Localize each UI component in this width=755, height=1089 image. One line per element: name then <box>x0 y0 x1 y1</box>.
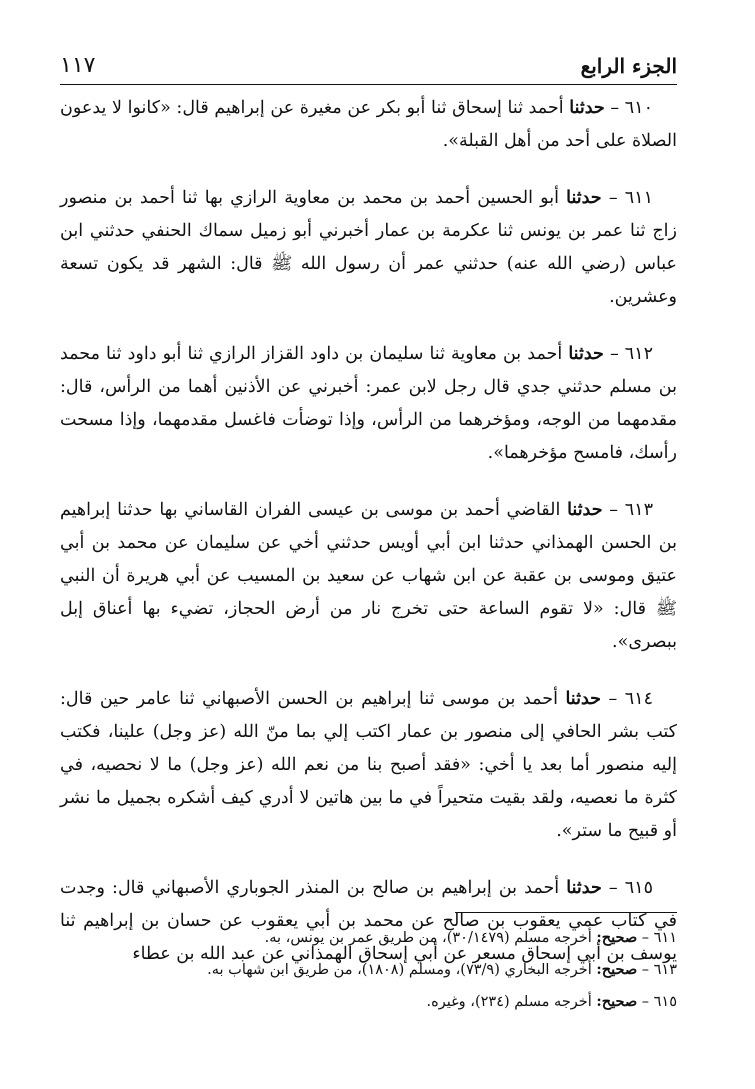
hadith-number: ٦١٤ – <box>608 689 653 709</box>
hadith-entry <box>60 494 677 659</box>
footnote <box>60 986 677 1018</box>
hadith-number: ٦١١ – <box>608 188 653 208</box>
footnotes <box>60 922 677 1018</box>
footnote-grade: صحيح: <box>596 961 638 978</box>
hadith-lead: حدثنا <box>566 188 602 208</box>
hadith-number: ٦١٣ – <box>609 500 653 520</box>
footnote-text: أخرجه البخاري (٧٣/٩)، ومسلم (١٨٠٨)، من طريق ابن شهاب به. <box>207 962 592 978</box>
hadith-lead: حدثنا <box>566 878 602 898</box>
hadith-entry <box>60 92 677 158</box>
main-text <box>60 92 677 971</box>
hadith-text: أحمد بن إبراهيم بن صالح بن المنذر الجوباري الأصبهاني قال: وجدت في كتاب عمي يعقوب بن صالح عن محمد بن أبي يعقوب عن حسان بن إبراهيم ثنا يوسف بن أبي إسحاق مسعر عن أبي إسحاق الهمذاني عن عبد الله بن عطاء <box>60 878 677 964</box>
hadith-lead: حدثنا <box>567 500 603 520</box>
hadith-number: ٦١٢ – <box>609 344 653 364</box>
footnote-number: ٦١٣ – <box>641 962 677 978</box>
hadith-text: أحمد ثنا إسحاق ثنا أبو بكر عن مغيرة عن إبراهيم قال: «كانوا لا يدعون الصلاة على أحد من أهل القبلة». <box>60 98 677 151</box>
footnote-grade: صحيح: <box>596 993 638 1010</box>
page-header <box>60 42 677 78</box>
hadith-text: أبو الحسين أحمد بن محمد بن معاوية الرازي بها ثنا أحمد بن منصور زاج ثنا عمر بن يونس ثنا عكرمة بن عمار أخبرني أبو زميل سماك الحنفي حدثني ابن عباس (رضي الله عنه) حدثني عمر أن رسول الله ﷺ قال: الشهر قد يكون تسعة وعشرين. <box>60 188 677 307</box>
footnote-number: ٦١١ – <box>641 930 677 946</box>
hadith-lead: حدثنا <box>565 689 601 709</box>
hadith-entry <box>60 683 677 848</box>
hadith-text: القاضي أحمد بن موسى بن عيسى الفران القاساني بها حدثنا إبراهيم بن الحسن الهمذاني حدثنا ابن أبي أويس حدثني أخي عن سليمان عن محمد بن أبي عتيق وموسى بن عقبة عن ابن شهاب عن سعيد بن المسيب عن أبي هريرة أن النبي ﷺ قال: «لا تقوم الساعة حتى تخرج نار من أرض الحجاز، تضيء بها أعناق إبل ببصرى». <box>60 500 677 652</box>
footnote <box>60 954 677 986</box>
footnote-text: أخرجه مسلم (٢٣٤)، وغيره. <box>426 994 592 1010</box>
hadith-lead: حدثنا <box>568 344 604 364</box>
hadith-number: ٦١٥ – <box>608 878 653 898</box>
footnote-rule <box>455 912 677 913</box>
hadith-number: ٦١٠ – <box>610 98 653 118</box>
footnote <box>60 922 677 954</box>
hadith-text: أحمد بن معاوية ثنا سليمان بن داود القزاز الرازي ثنا أبو داود ثنا محمد بن مسلم حدثني جدي قال رجل لابن عمر: أخبرني عن الأذنين أهما من الرأس، قال: مقدمهما من الوجه، ومؤخرهما من الرأس، وإذا توضأت فاغسل مقدمهما، وإذا مسحت رأسك، فامسح مؤخرهما». <box>60 344 677 463</box>
header-rule <box>60 84 677 85</box>
hadith-lead: حدثنا <box>569 98 605 118</box>
running-head: الجزء الرابع <box>580 54 677 78</box>
footnote-number: ٦١٥ – <box>641 994 677 1010</box>
page-number: ١١٧ <box>60 53 96 78</box>
footnote-grade: صحيح: <box>596 929 638 946</box>
footnote-text: أخرجه مسلم (٣٠/١٤٧٩)، من طريق عمر بن يونس، به. <box>264 930 592 946</box>
hadith-entry <box>60 182 677 314</box>
hadith-text: أحمد بن موسى ثنا إبراهيم بن الحسن الأصبهاني ثنا عامر حين قال: كتب بشر الحافي إلى منصور بن عمار اكتب إلي بما منّ الله (عز وجل) علينا، فكتب إليه منصور أما بعد يا أخي: «فقد أصبح بنا من نعم الله (عز وجل) ما لا نحصيه، في كثرة ما نعصيه، ولقد بقيت متحيراً في ما بين هاتين لا أدري كيف أشكره بجميل ما نشر أو قبيح ما ستر». <box>60 689 677 841</box>
hadith-entry <box>60 338 677 470</box>
